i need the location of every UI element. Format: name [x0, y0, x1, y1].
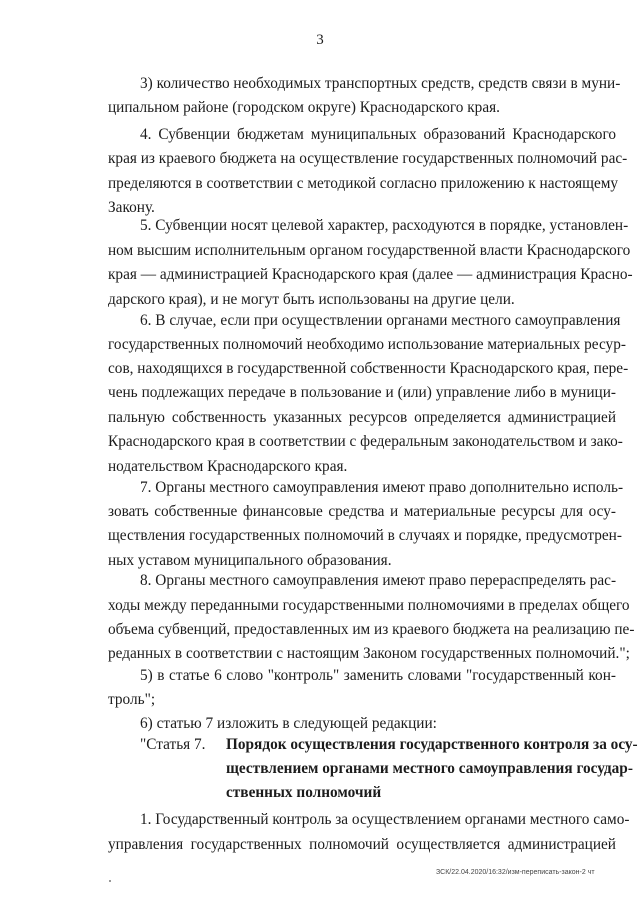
text-line: реданных в соответствии с настоящим Законом государственных полномочий."; [108, 645, 630, 662]
text-line: 5) в статье 6 слово "контроль" заменить словами "государственный кон- [140, 667, 616, 684]
article-title-line: ществлением органами местного самоуправления государ- [226, 760, 633, 777]
text-line: ном высшим исполнительным органом государственной власти Краснодарского [108, 242, 631, 259]
article-title-line: Порядок осуществления государственного контроля за осу- [226, 736, 638, 753]
text-line: 6. В случае, если при осуществлении органами местного самоуправления [140, 312, 621, 329]
footer-document-code: ЗСК/22.04.2020/16:32/изм-переписать-закон-2 чт [436, 869, 595, 876]
text-line: пальную собственность указанных ресурсов определяется администрацией [108, 409, 616, 426]
text-line: ных уставом муниципального образования. [108, 552, 392, 569]
text-line: края — администрацией Краснодарского края (далее — администрация Красно- [108, 266, 633, 283]
text-line: 3) количество необходимых транспортных средств, средств связи в муни- [140, 75, 621, 92]
text-line: ществления государственных полномочий в случаях и порядке, предусмотрен- [108, 527, 622, 544]
text-line: дарского края), и не могут быть использованы на другие цели. [108, 291, 515, 308]
text-line: сов, находящихся в государственной собственности Краснодарского края, пере- [108, 360, 629, 377]
text-line: 6) статью 7 изложить в следующей редакции: [140, 715, 437, 732]
scan-speck [109, 880, 111, 882]
text-line: управления государственных полномочий осуществляется администрацией [108, 836, 616, 853]
text-line: края из краевого бюджета на осуществление государственных полномочий рас- [108, 150, 628, 167]
text-line: 8. Органы местного самоуправления имеют право перераспределять рас- [140, 572, 617, 589]
article-title-line: ственных полномочий [226, 784, 382, 801]
text-line: 5. Субвенции носят целевой характер, расходуются в порядке, установлен- [140, 217, 629, 234]
text-line: ципальном районе (городском округе) Краснодарского края. [108, 99, 500, 116]
text-line: чень подлежащих передаче в пользование и (или) управление либо в муници- [108, 384, 616, 401]
text-line: Краснодарского края в соответствии с федеральным законодательством и зако- [108, 433, 623, 450]
article-label: "Статья 7. [140, 736, 206, 753]
text-line: государственных полномочий необходимо использование материальных ресур- [108, 336, 626, 353]
text-line: 7. Органы местного самоуправления имеют право дополнительно исполь- [140, 479, 624, 496]
text-line: ходы между переданными государственными полномочиями в пределах общего [108, 597, 630, 614]
text-line: нодательством Краснодарского края. [108, 458, 348, 475]
text-line: 4. Субвенции бюджетам муниципальных образований Краснодарского [140, 126, 616, 143]
text-line: пределяются в соответствии с методикой согласно приложению к настоящему [108, 175, 619, 192]
text-line: объема субвенций, предоставленных им из краевого бюджета на реализацию пе- [108, 621, 635, 638]
text-line: троль"; [108, 691, 156, 708]
text-line: 1. Государственный контроль за осуществлением органами местного само- [140, 811, 630, 828]
text-line: Закону. [108, 199, 155, 216]
text-line: зовать собственные финансовые средства и материальные ресурсы для осу- [108, 503, 616, 520]
page-number: 3 [316, 32, 324, 48]
